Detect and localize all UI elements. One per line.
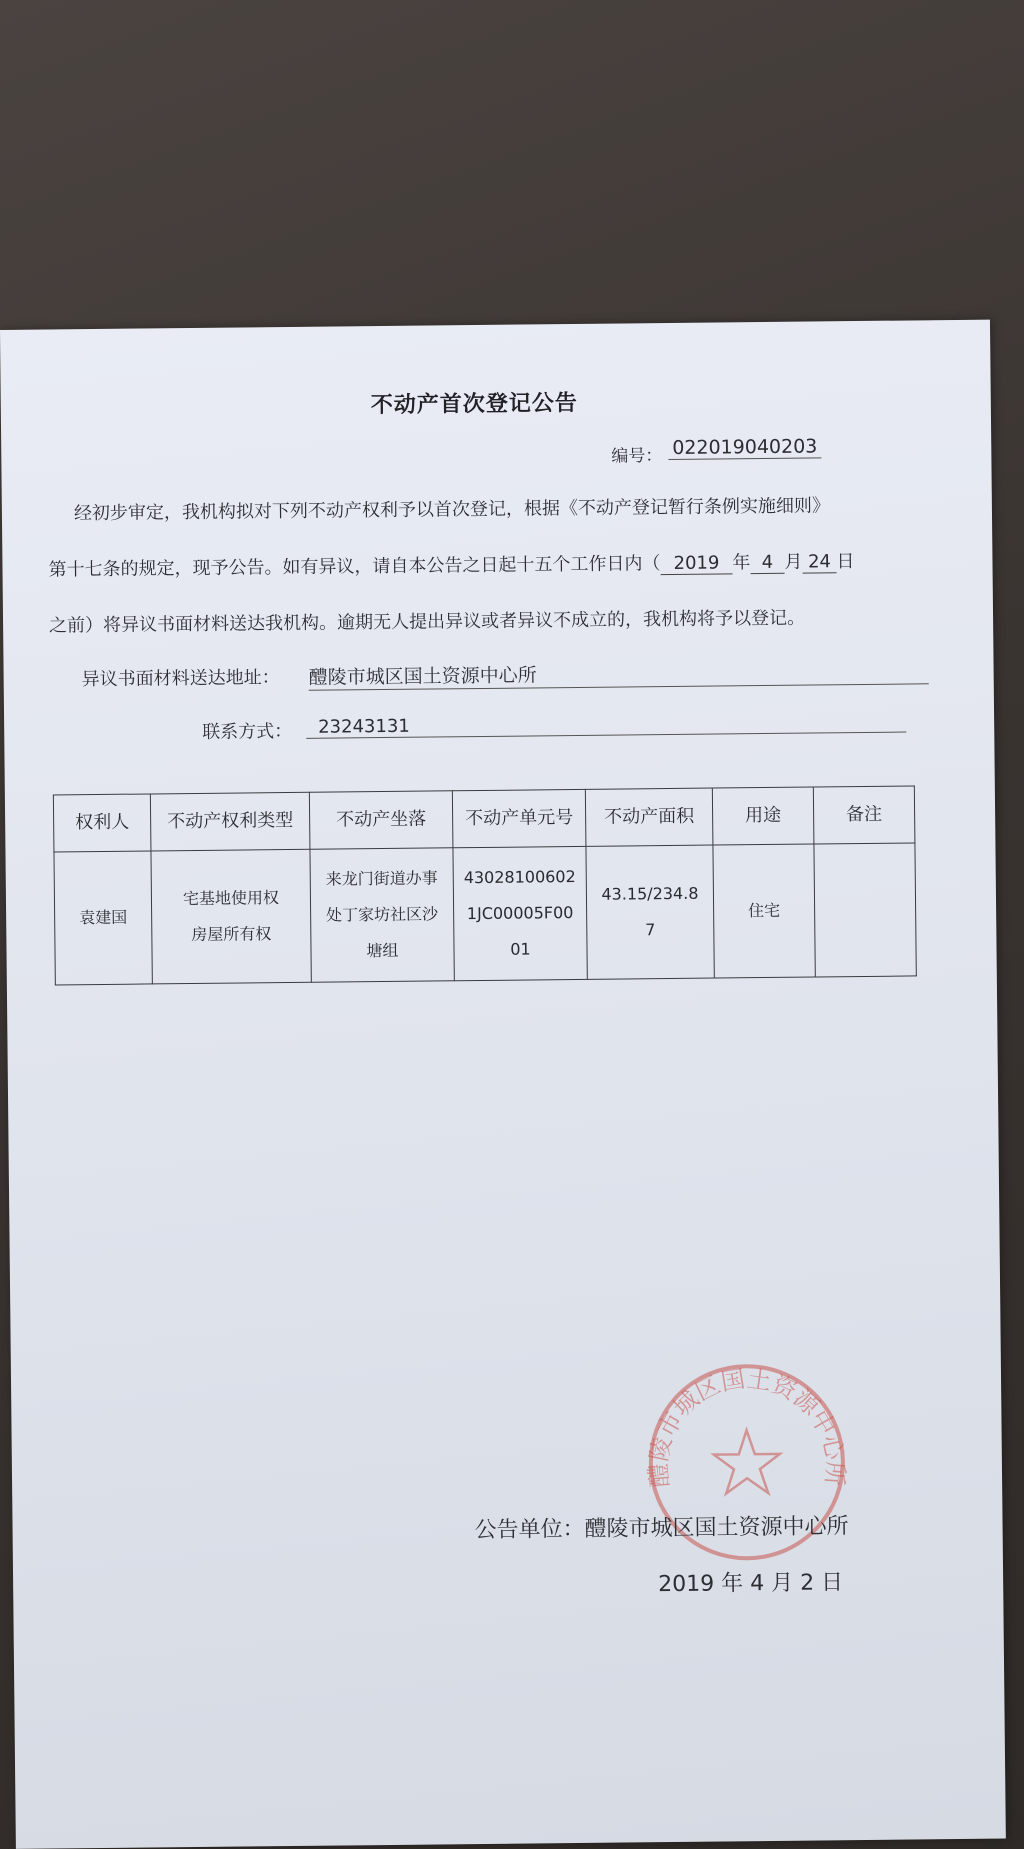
document-title: 不动产首次登记公告 bbox=[370, 390, 578, 419]
deadline-day: 24 bbox=[802, 551, 836, 573]
table-header-row bbox=[53, 786, 915, 852]
right-type-line: 房屋所有权 bbox=[191, 924, 272, 945]
area-line: 43.15/234.8 bbox=[601, 883, 699, 904]
serial-label: 编号： bbox=[611, 446, 663, 467]
issuing-unit: 公告单位：醴陵市城区国土资源中心所 bbox=[474, 1514, 849, 1544]
unit-no-line: 43028100602 bbox=[463, 867, 576, 888]
issue-date: 2019 年 4 月 2 日 bbox=[658, 1570, 844, 1598]
paragraph-intro: 经初步审定，我机构拟对下列不动产权利予以首次登记，根据《不动产登记暂行条例实施细则》 bbox=[73, 495, 830, 525]
address-value: 醴陵市城区国土资源中心所 bbox=[309, 656, 929, 690]
area-line: 7 bbox=[645, 920, 656, 940]
cell-unit-no bbox=[453, 846, 587, 980]
location-line: 来龙门街道办事 bbox=[325, 868, 438, 889]
header-unit-no: 不动产单元号 bbox=[452, 789, 586, 847]
seal-star-icon bbox=[714, 1430, 781, 1494]
location-line: 塘组 bbox=[366, 940, 399, 961]
day-char: 日 bbox=[836, 551, 855, 573]
property-table bbox=[53, 785, 917, 985]
header-area: 不动产面积 bbox=[585, 788, 713, 846]
cell-right-type bbox=[151, 849, 311, 984]
deadline-year: 2019 bbox=[660, 552, 732, 575]
cell-holder: 袁建国 bbox=[54, 851, 152, 985]
cell-location bbox=[310, 848, 454, 982]
paragraph-closing: 之前）将异议书面材料送达我机构。逾期无人提出异议或者异议不成立的，我机构将予以登记。 bbox=[48, 607, 806, 637]
header-location: 不动产坐落 bbox=[309, 791, 453, 849]
year-char: 年 bbox=[732, 552, 751, 574]
month-char: 月 bbox=[784, 551, 803, 573]
right-type-line: 宅基地使用权 bbox=[182, 888, 280, 909]
deadline-month: 4 bbox=[750, 552, 784, 574]
header-remark: 备注 bbox=[813, 786, 915, 844]
address-label: 异议书面材料送达地址： bbox=[81, 667, 280, 691]
serial-number: 022019040203 bbox=[668, 435, 821, 460]
notice-document bbox=[0, 320, 1006, 1849]
cell-remark bbox=[814, 843, 916, 977]
unit-no-line: 1JC00005F00 bbox=[466, 903, 574, 924]
contact-label: 联系方式： bbox=[202, 720, 293, 743]
table-row bbox=[54, 843, 916, 985]
cell-area bbox=[586, 845, 714, 979]
contact-value: 23243131 bbox=[306, 711, 906, 739]
paragraph-deadline bbox=[48, 547, 854, 581]
location-line: 处丁家坊社区沙 bbox=[326, 904, 439, 925]
header-right-type: 不动产权利类型 bbox=[150, 792, 310, 851]
cell-usage: 住宅 bbox=[713, 844, 815, 978]
seal-text: 醴陵市城区国土资源中心所 bbox=[644, 1364, 850, 1489]
unit-no-line: 01 bbox=[510, 939, 531, 959]
deadline-prefix: 第十七条的规定，现予公告。如有异议，请自本公告之日起十五个工作日内（ bbox=[48, 553, 661, 581]
header-holder: 权利人 bbox=[53, 794, 151, 852]
header-usage: 用途 bbox=[712, 787, 814, 845]
